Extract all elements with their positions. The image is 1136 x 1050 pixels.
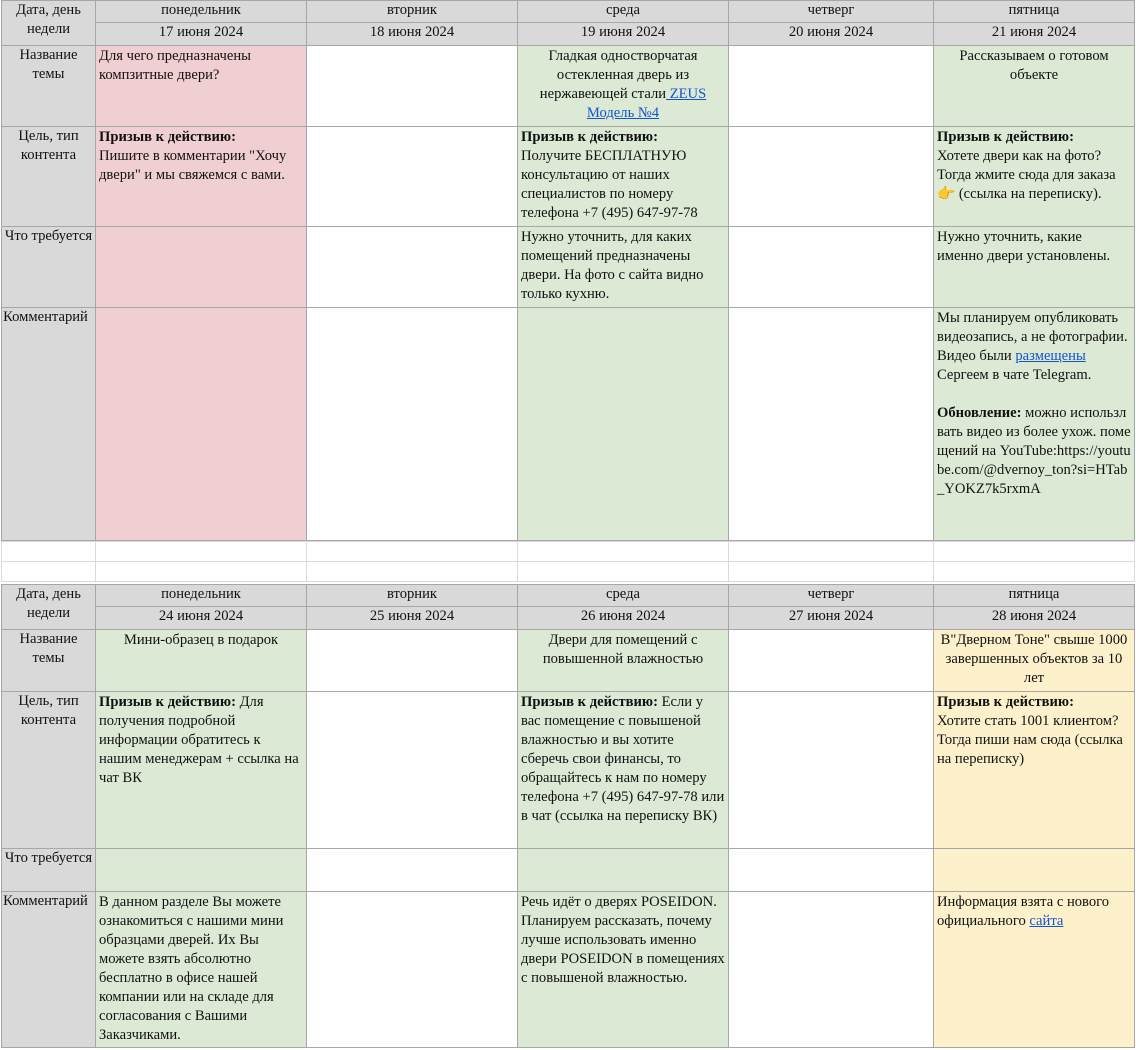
week1-day-fri: пятница bbox=[934, 1, 1135, 23]
week2-day-mon: понедельник bbox=[96, 585, 307, 607]
week1-fri-comment-update-text: можно использлвать видео из более ухож. помещений на YouTube:https://youtube.com/@dvernoy_ton?si=HTab_YOKZ7k5rxmA bbox=[937, 405, 1131, 497]
week2-wed-goal-text: Если у вас помещение с повышеной влажностью и вы хотите сберечь свои финансы, то обращайтесь к нам по номеру телефона +7 (495) 647-97-78 или в чат (ссылка на переписку ВК) bbox=[521, 694, 725, 824]
week1-day-wed: среда bbox=[518, 1, 729, 23]
week1-wed-goal-bold: Призыв к действию: bbox=[521, 129, 658, 145]
week1-tue-required[interactable] bbox=[307, 227, 518, 308]
week2-date-mon: 24 июня 2024 bbox=[96, 607, 307, 630]
week1-day-tue: вторник bbox=[307, 1, 518, 23]
week1-wed-topic[interactable] bbox=[518, 46, 729, 127]
week2-wed-goal-bold: Призыв к действию: bbox=[521, 694, 658, 710]
week2-wed-comment[interactable]: Речь идёт о дверях POSEIDON. Планируем рассказать, почему лучше использовать именно двери POSEIDON в помещениях с повышеной влажностью. bbox=[518, 892, 729, 1048]
week1-thu-comment[interactable] bbox=[729, 308, 934, 541]
week1-day-mon: понедельник bbox=[96, 1, 307, 23]
week1-fri-comment-p1b: Сергеем в чате Telegram. bbox=[937, 367, 1092, 383]
week1-wed-goal[interactable] bbox=[518, 127, 729, 227]
week1-tue-comment[interactable] bbox=[307, 308, 518, 541]
week1-thu-topic[interactable] bbox=[729, 46, 934, 127]
week1-label-goal: Цель, тип контента bbox=[2, 127, 96, 227]
week1-wed-goal-text: Получите БЕСПЛАТНУЮ консультацию от наших специалистов по номеру телефона +7 (495) 647-97-78 bbox=[521, 148, 698, 221]
week1-mon-goal[interactable] bbox=[96, 127, 307, 227]
week2-fri-topic[interactable]: В"Дверном Тоне" свыше 1000 завершенных объектов за 10 лет bbox=[934, 630, 1135, 692]
week2-date-label: Дата, день недели bbox=[2, 585, 96, 630]
week2-fri-goal[interactable] bbox=[934, 692, 1135, 849]
week1-fri-goal-bold: Призыв к действию: bbox=[937, 129, 1074, 145]
week1-label-comment: Комментарий bbox=[2, 308, 96, 541]
spacer-cell[interactable] bbox=[729, 562, 934, 582]
week1-wed-required[interactable]: Нужно уточнить, для каких помещений предназначены двери. На фото с сайта видно только кухню. bbox=[518, 227, 729, 308]
week1-mon-goal-bold: Призыв к действию: bbox=[99, 129, 236, 145]
spacer-cell[interactable] bbox=[518, 562, 729, 582]
week1-thu-goal[interactable] bbox=[729, 127, 934, 227]
week2-label-required: Что требуется bbox=[2, 849, 96, 892]
week1-fri-required[interactable]: Нужно уточнить, какие именно двери установлены. bbox=[934, 227, 1135, 308]
spacer-cell[interactable] bbox=[96, 542, 307, 562]
week1-date-mon: 17 июня 2024 bbox=[96, 23, 307, 46]
week2-tue-required[interactable] bbox=[307, 849, 518, 892]
week1-label-required: Что требуется bbox=[2, 227, 96, 308]
week1-fri-comment-update-bold: Обновление: bbox=[937, 405, 1022, 421]
week2-date-wed: 26 июня 2024 bbox=[518, 607, 729, 630]
week1-tue-goal[interactable] bbox=[307, 127, 518, 227]
week2-tue-comment[interactable] bbox=[307, 892, 518, 1048]
spacer-cell[interactable] bbox=[518, 542, 729, 562]
week2-label-topic: Название темы bbox=[2, 630, 96, 692]
week2-table bbox=[1, 584, 1135, 1048]
week2-wed-goal[interactable] bbox=[518, 692, 729, 849]
week1-mon-goal-text: Пишите в комментарии "Хочу двери" и мы свяжемся с вами. bbox=[99, 148, 287, 183]
week2-fri-goal-bold: Призыв к действию: bbox=[937, 694, 1074, 710]
week2-day-fri: пятница bbox=[934, 585, 1135, 607]
week1-fri-goal-text: Хотете двери как на фото? Тогда жмите сюда для заказа 👉 (ссылка на переписку). bbox=[937, 148, 1116, 202]
week1-wed-topic-text: Гладкая одностворчатая остекленная дверь из нержавеющей стали bbox=[539, 48, 698, 102]
week2-mon-topic[interactable]: Мини-образец в подарок bbox=[96, 630, 307, 692]
week2-fri-comment-text: Информация взята с нового официального bbox=[937, 894, 1110, 929]
week1-date-label: Дата, день недели bbox=[2, 1, 96, 46]
week1-label-topic: Название темы bbox=[2, 46, 96, 127]
week1-thu-required[interactable] bbox=[729, 227, 934, 308]
spacer-cell[interactable] bbox=[307, 542, 518, 562]
week1-date-tue: 18 июня 2024 bbox=[307, 23, 518, 46]
week2-tue-goal[interactable] bbox=[307, 692, 518, 849]
week2-date-thu: 27 июня 2024 bbox=[729, 607, 934, 630]
spacer-rows bbox=[1, 541, 1135, 582]
week2-fri-comment-link[interactable]: сайта bbox=[1029, 913, 1064, 929]
week1-fri-comment[interactable] bbox=[934, 308, 1135, 541]
spacer-cell[interactable] bbox=[934, 562, 1135, 582]
week2-tue-topic[interactable] bbox=[307, 630, 518, 692]
week2-fri-required[interactable] bbox=[934, 849, 1135, 892]
week2-date-tue: 25 июня 2024 bbox=[307, 607, 518, 630]
week1-date-fri: 21 июня 2024 bbox=[934, 23, 1135, 46]
spacer-cell[interactable] bbox=[934, 542, 1135, 562]
week2-day-tue: вторник bbox=[307, 585, 518, 607]
week1-wed-comment[interactable] bbox=[518, 308, 729, 541]
week2-day-wed: среда bbox=[518, 585, 729, 607]
week2-mon-goal-bold: Призыв к действию: bbox=[99, 694, 236, 710]
week1-fri-comment-link[interactable]: размещены bbox=[1015, 348, 1086, 364]
week1-fri-topic[interactable]: Рассказываем о готовом объекте bbox=[934, 46, 1135, 127]
week1-mon-required[interactable] bbox=[96, 227, 307, 308]
week1-day-thu: четверг bbox=[729, 1, 934, 23]
week1-mon-comment[interactable] bbox=[96, 308, 307, 541]
week1-fri-comment-p1a: Мы планируем опубликовать видеозапись, а не фотографии. Видео были bbox=[937, 310, 1128, 364]
spacer-cell[interactable] bbox=[96, 562, 307, 582]
week2-label-goal: Цель, тип контента bbox=[2, 692, 96, 849]
week2-label-comment: Комментарий bbox=[2, 892, 96, 1048]
week1-tue-topic[interactable] bbox=[307, 46, 518, 127]
week1-mon-topic[interactable]: Для чего предназначены компзитные двери? bbox=[96, 46, 307, 127]
week2-fri-comment[interactable] bbox=[934, 892, 1135, 1048]
week1-date-wed: 19 июня 2024 bbox=[518, 23, 729, 46]
week1-wed-topic-link[interactable]: ZEUS Модель №4 bbox=[586, 86, 707, 121]
week2-thu-goal[interactable] bbox=[729, 692, 934, 849]
week2-wed-topic[interactable]: Двери для помещений с повышенной влажностью bbox=[518, 630, 729, 692]
week2-mon-goal[interactable] bbox=[96, 692, 307, 849]
week2-wed-required[interactable] bbox=[518, 849, 729, 892]
week2-mon-goal-text: Для получения подробной информации обратитесь к нашим менеджерам + ссылка на чат ВК bbox=[99, 694, 299, 786]
spacer-cell[interactable] bbox=[307, 562, 518, 582]
week1-table bbox=[1, 0, 1135, 541]
week1-fri-goal[interactable] bbox=[934, 127, 1135, 227]
week2-date-fri: 28 июня 2024 bbox=[934, 607, 1135, 630]
spacer-cell[interactable] bbox=[729, 542, 934, 562]
week2-thu-topic[interactable] bbox=[729, 630, 934, 692]
week1-date-thu: 20 июня 2024 bbox=[729, 23, 934, 46]
week2-mon-required[interactable] bbox=[96, 849, 307, 892]
spacer-cell[interactable] bbox=[2, 542, 96, 562]
week2-thu-comment[interactable] bbox=[729, 892, 934, 1048]
week2-mon-comment[interactable]: В данном разделе Вы можете ознакомиться с нашими мини образцами дверей. Их Вы можете взять абсолютно бесплатно в офисе нашей компании или на складе для согласования с Вашими Заказчиками. bbox=[96, 892, 307, 1048]
spacer-cell[interactable] bbox=[2, 562, 96, 582]
week2-day-thu: четверг bbox=[729, 585, 934, 607]
week2-thu-required[interactable] bbox=[729, 849, 934, 892]
week2-fri-goal-text: Хотите стать 1001 клиентом? Тогда пиши нам сюда (ссылка на переписку) bbox=[937, 713, 1123, 767]
